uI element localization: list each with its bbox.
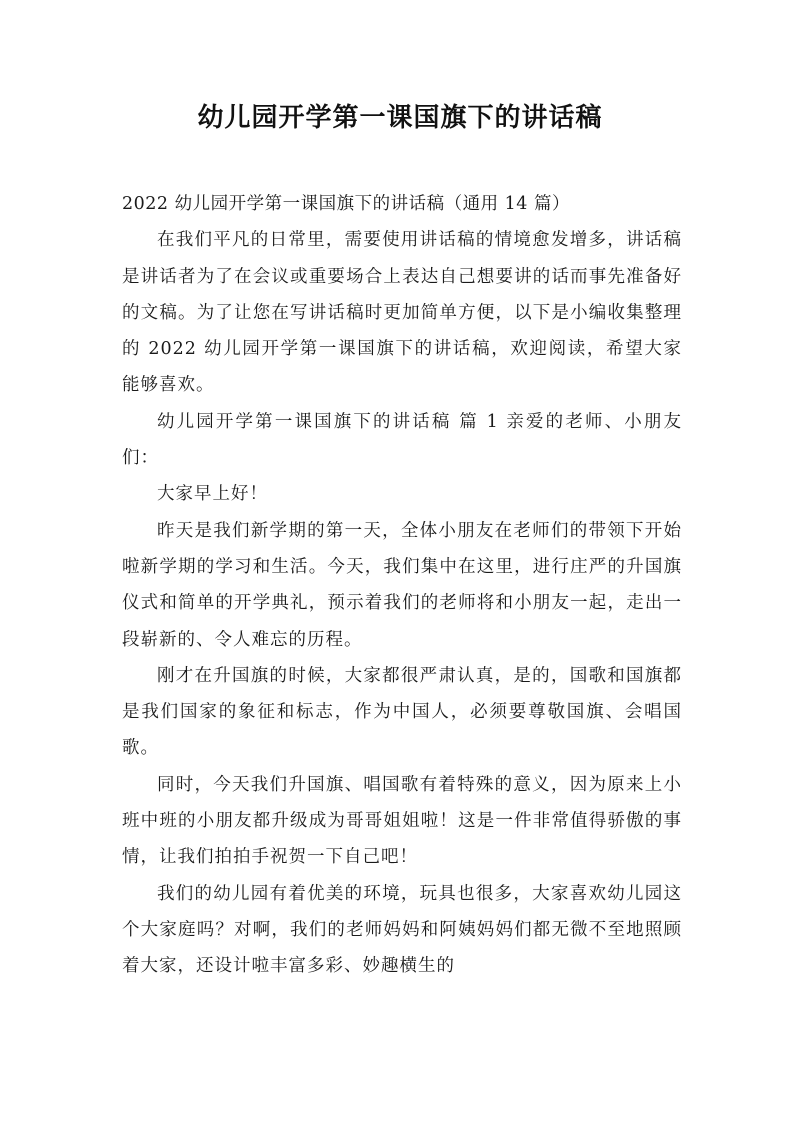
document-subtitle: 2022 幼儿园开学第一课国旗下的讲话稿（通用 14 篇） <box>122 194 570 214</box>
document-body <box>122 186 682 985</box>
paragraph-body-1: 昨天是我们新学期的第一天，全体小朋友在老师们的带领下开始啦新学期的学习和生活。今天，我们集中在这里，进行庄严的升国旗仪式和简单的开学典礼，预示着我们的老师将和小朋友一起，走出一段崭新的、令人难忘的历程。 <box>122 520 682 650</box>
paragraph-section-heading: 幼儿园开学第一课国旗下的讲话稿 篇 1 亲爱的老师、小朋友们： <box>122 411 682 469</box>
document-title: 幼儿园开学第一课国旗下的讲话稿 <box>197 103 603 133</box>
paragraph-greeting: 大家早上好！ <box>157 484 268 505</box>
paragraph-intro: 在我们平凡的日常里，需要使用讲话稿的情境愈发增多，讲话稿是讲话者为了在会议或重要场合上表达自己想要讲的话而事先准备好的文稿。为了让您在写讲话稿时更加简单方便，以下是小编收集整理的 2022 幼儿园开学第一课国旗下的讲话稿，欢迎阅读，希望大家能够喜欢。 <box>122 230 682 396</box>
paragraph-body-4: 我们的幼儿园有着优美的环境，玩具也很多，大家喜欢幼儿园这个大家庭吗？对啊，我们的老师妈妈和阿姨妈妈们都无微不至地照顾着大家，还设计啦丰富多彩、妙趣横生的 <box>122 883 682 977</box>
paragraph-body-2: 刚才在升国旗的时候，大家都很严肃认真，是的，国歌和国旗都是我们国家的象征和标志，作为中国人，必须要尊敬国旗、会唱国歌。 <box>122 665 682 759</box>
paragraph-body-3: 同时，今天我们升国旗、唱国歌有着特殊的意义，因为原来上小班中班的小朋友都升级成为哥哥姐姐啦！这是一件非常值得骄傲的事情，让我们拍拍手祝贺一下自己吧！ <box>122 774 682 868</box>
